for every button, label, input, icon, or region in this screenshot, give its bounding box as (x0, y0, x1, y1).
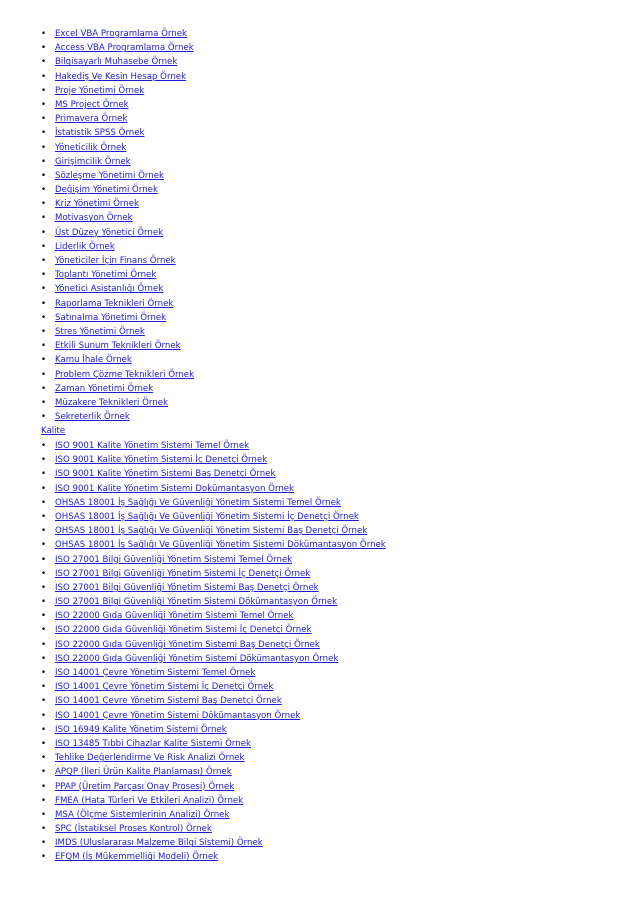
list-item (41, 27, 194, 41)
bullet-icon: • (41, 57, 47, 68)
course-link[interactable]: Yönetici Asistanlığı Örnek (55, 284, 164, 295)
course-link[interactable]: ISO 9001 Kalite Yönetim Sistemi İç Denetçi Örnek (55, 455, 268, 466)
course-link[interactable]: FMEA (Hata Türleri Ve Etkileri Analizi) Örnek (55, 795, 244, 806)
bullet-icon: • (41, 625, 47, 636)
course-link[interactable]: Primavera Örnek (55, 114, 128, 125)
course-link[interactable]: Değişim Yönetimi Örnek (55, 185, 158, 196)
course-link[interactable]: Excel VBA Programlama Örnek (55, 29, 188, 39)
course-link[interactable]: ISO 27001 Bilgi Güvenliği Yönetim Sistemi Temel Örnek (55, 554, 293, 565)
list-item (41, 524, 386, 538)
course-link[interactable]: EFQM (İş Mükemmelliği Modeli) Örnek (55, 852, 219, 863)
bullet-icon: • (41, 540, 47, 551)
course-link[interactable]: Sözleşme Yönetimi Örnek (55, 170, 164, 181)
course-link[interactable]: Satınalma Yönetimi Örnek (55, 312, 167, 323)
bullet-icon: • (41, 114, 47, 125)
list-item (41, 794, 386, 808)
bullet-icon: • (41, 852, 47, 863)
list-item (41, 652, 386, 666)
bullet-icon: • (41, 298, 47, 309)
list-item (41, 623, 386, 637)
list-item (41, 368, 194, 382)
course-link[interactable]: ISO 22000 Gıda Güvenliği Yönetim Sistemi Dökümantasyon Örnek (55, 653, 339, 664)
course-link[interactable]: Kriz Yönetimi Örnek (55, 199, 140, 210)
bullet-icon: • (41, 710, 47, 721)
list-item (41, 765, 386, 779)
list-item (41, 439, 386, 453)
list-item (41, 41, 194, 55)
bullet-icon: • (41, 838, 47, 849)
course-link[interactable]: Tehlike Değerlendirme Ve Risk Analizi Örnek (55, 753, 245, 764)
list-item (41, 680, 386, 694)
list-item (41, 780, 386, 794)
list-item (41, 836, 386, 850)
bullet-icon: • (41, 199, 47, 210)
course-link[interactable]: Problem Çözme Teknikleri Örnek (55, 369, 195, 380)
list-item (41, 581, 386, 595)
course-link[interactable]: Yöneticilik Örnek (55, 142, 127, 153)
list-item (41, 496, 386, 510)
list-item (41, 353, 194, 367)
course-link[interactable]: OHSAS 18001 İş Sağlığı Ve Güvenliği Yönetim Sistemi Baş Denetçi Örnek (55, 526, 368, 537)
bullet-icon: • (41, 809, 47, 820)
bullet-icon: • (41, 43, 47, 54)
list-item (41, 595, 386, 609)
course-link[interactable]: ISO 16949 Kalite Yönetim Sistemi Örnek (55, 724, 227, 735)
course-link[interactable]: Motivasyon Örnek (55, 213, 133, 224)
course-link[interactable]: ISO 14001 Çevre Yönetim Sistemi Baş Denetçi Örnek (55, 696, 282, 707)
course-link[interactable]: SPC (İstatiksel Proses Kontrol) Örnek (55, 824, 212, 835)
course-link[interactable]: Access VBA Programlama Örnek (55, 43, 194, 54)
bullet-icon: • (41, 99, 47, 110)
course-link[interactable]: Toplantı Yönetimi Örnek (55, 270, 157, 281)
list-item (41, 226, 194, 240)
list-item (41, 240, 194, 254)
bullet-icon: • (41, 71, 47, 82)
course-link[interactable]: MSA (Ölçme Sistemlerinin Analizi) Örnek (55, 809, 230, 820)
list-item (41, 98, 194, 112)
bullet-icon: • (41, 511, 47, 522)
bullet-icon: • (41, 156, 47, 167)
bullet-icon: • (41, 355, 47, 366)
list-item (41, 396, 194, 410)
course-link[interactable]: PPAP (Üretim Parçası Onay Prosesi) Örnek (55, 781, 235, 792)
bullet-icon: • (41, 326, 47, 337)
list-item (41, 822, 386, 836)
list-item (41, 709, 386, 723)
course-link[interactable]: ISO 22000 Gıda Güvenliği Yönetim Sistemi İç Denetçi Örnek (55, 625, 312, 636)
bullet-icon: • (41, 738, 47, 749)
bullet-icon: • (41, 383, 47, 394)
course-link[interactable]: OHSAS 18001 İş Sağlığı Ve Güvenliği Yönetim Sistemi Dökümantasyon Örnek (55, 540, 386, 551)
course-link[interactable]: ISO 9001 Kalite Yönetim Sistemi Dokümantasyon Örnek (55, 483, 295, 494)
course-link[interactable]: ISO 14001 Çevre Yönetim Sistemi İç Denetçi Örnek (55, 682, 274, 693)
list-item (41, 70, 194, 84)
course-link[interactable]: Girişimcilik Örnek (55, 156, 131, 167)
course-link[interactable]: Bilgisayarlı Muhasebe Örnek (55, 57, 178, 68)
list-item (41, 808, 386, 822)
bullet-icon: • (41, 213, 47, 224)
list-item (41, 850, 386, 864)
bullet-icon: • (41, 397, 47, 408)
bullet-icon: • (41, 696, 47, 707)
bullet-icon: • (41, 227, 47, 238)
course-link[interactable]: Zaman Yönetimi Örnek (55, 383, 154, 394)
bullet-icon: • (41, 483, 47, 494)
bullet-icon: • (41, 312, 47, 323)
course-link[interactable]: ISO 22000 Gıda Güvenliği Yönetim Sistemi Temel Örnek (55, 611, 294, 622)
bullet-icon: • (41, 682, 47, 693)
list-item (41, 553, 386, 567)
course-link[interactable]: Kamu İhale Örnek (55, 355, 132, 366)
bullet-icon: • (41, 753, 47, 764)
bullet-icon: • (41, 554, 47, 565)
list-item (41, 169, 194, 183)
list-item (41, 538, 386, 552)
course-link[interactable]: ISO 14001 Çevre Yönetim Sistemi Dökümantasyon Örnek (55, 710, 301, 721)
list-item (41, 751, 386, 765)
course-link-list (41, 27, 194, 424)
list-item (41, 638, 386, 652)
list-item (41, 141, 194, 155)
course-link[interactable]: Müzakere Teknikleri Örnek (55, 397, 169, 408)
list-item (41, 482, 386, 496)
list-item (41, 254, 194, 268)
list-item (41, 211, 194, 225)
course-link[interactable]: Stres Yönetimi Örnek (55, 326, 145, 337)
list-item (41, 268, 194, 282)
bullet-icon: • (41, 341, 47, 352)
bullet-icon: • (41, 611, 47, 622)
list-item (41, 183, 194, 197)
bullet-icon: • (41, 441, 47, 451)
course-link[interactable]: ISO 14001 Çevre Yönetim Sistemi Temel Örnek (55, 668, 256, 678)
list-item (41, 155, 194, 169)
bullet-icon: • (41, 795, 47, 806)
bullet-icon: • (41, 369, 47, 380)
list-item (41, 666, 386, 680)
course-link[interactable]: MS Project Örnek (55, 99, 129, 110)
list-item (41, 609, 386, 623)
course-link[interactable]: ISO 9001 Kalite Yönetim Sistemi Baş Denetçi Örnek (55, 469, 276, 480)
bullet-icon: • (41, 412, 47, 423)
bullet-icon: • (41, 284, 47, 295)
bullet-icon: • (41, 582, 47, 593)
list-item (41, 297, 194, 311)
list-item (41, 737, 386, 751)
bullet-icon: • (41, 455, 47, 466)
bullet-icon: • (41, 781, 47, 792)
quality-course-link-list (41, 439, 386, 865)
list-item (41, 84, 194, 98)
bullet-icon: • (41, 185, 47, 196)
list-item (41, 694, 386, 708)
course-link[interactable]: Üst Düzey Yönetici Örnek (55, 227, 164, 238)
list-item (41, 325, 194, 339)
bullet-icon: • (41, 824, 47, 835)
course-link[interactable]: Proje Yönetimi Örnek (55, 85, 145, 96)
list-item (41, 510, 386, 524)
bullet-icon: • (41, 29, 47, 39)
course-link[interactable]: OHSAS 18001 İş Sağlığı Ve Güvenliği Yönetim Sistemi Temel Örnek (55, 497, 341, 508)
course-link[interactable]: ISO 27001 Bilgi Güvenliği Yönetim Sistemi İç Denetçi Örnek (55, 568, 311, 579)
bullet-icon: • (41, 597, 47, 608)
course-link[interactable]: İstatistik SPSS Örnek (55, 128, 145, 139)
bullet-icon: • (41, 270, 47, 281)
list-item (41, 567, 386, 581)
course-link[interactable]: Sekreterlik Örnek (55, 412, 130, 423)
list-item (41, 453, 386, 467)
list-item (41, 339, 194, 353)
section-link-kalite[interactable]: Kalite (41, 426, 66, 436)
course-link[interactable]: OHSAS 18001 İş Sağlığı Ve Güvenliği Yönetim Sistemi İç Denetçi Örnek (55, 511, 359, 522)
bullet-icon: • (41, 256, 47, 266)
course-link[interactable]: ISO 27001 Bilgi Güvenliği Yönetim Sistemi Baş Denetçi Örnek (55, 582, 319, 593)
course-link[interactable]: Liderlik Örnek (55, 241, 115, 252)
bullet-icon: • (41, 170, 47, 181)
list-item (41, 382, 194, 396)
course-link[interactable]: ISO 13485 Tıbbi Cihazlar Kalite Sistemi Örnek (55, 738, 251, 749)
list-item (41, 112, 194, 126)
list-item (41, 197, 194, 211)
list-item (41, 282, 194, 296)
list-item (41, 311, 194, 325)
course-link[interactable]: ISO 9001 Kalite Yönetim Sistemi Temel Örnek (55, 441, 250, 451)
course-link[interactable]: ISO 27001 Bilgi Güvenliği Yönetim Sistemi Dökümantasyon Örnek (55, 597, 338, 608)
bullet-icon: • (41, 568, 47, 579)
bullet-icon: • (41, 128, 47, 139)
course-link[interactable]: APQP (İleri Ürün Kalite Planlaması) Örnek (55, 767, 232, 778)
bullet-icon: • (41, 85, 47, 96)
course-link[interactable]: Hakediş Ve Kesin Hesap Örnek (55, 71, 187, 82)
bullet-icon: • (41, 241, 47, 252)
bullet-icon: • (41, 639, 47, 650)
list-item (41, 126, 194, 140)
bullet-icon: • (41, 653, 47, 664)
bullet-icon: • (41, 668, 47, 678)
bullet-icon: • (41, 469, 47, 480)
course-link[interactable]: Raporlama Teknikleri Örnek (55, 298, 174, 309)
bullet-icon: • (41, 526, 47, 537)
bullet-icon: • (41, 142, 47, 153)
bullet-icon: • (41, 497, 47, 508)
course-link[interactable]: Yöneticiler İçin Finans Örnek (55, 256, 176, 266)
course-link[interactable]: ISO 22000 Gıda Güvenliği Yönetim Sistemi Baş Denetçi Örnek (55, 639, 320, 650)
list-item (41, 723, 386, 737)
bullet-icon: • (41, 767, 47, 778)
course-link[interactable]: Etkili Sunum Teknikleri Örnek (55, 341, 181, 352)
list-item (41, 467, 386, 481)
list-item (41, 55, 194, 69)
list-item (41, 410, 194, 424)
bullet-icon: • (41, 724, 47, 735)
course-link[interactable]: IMDS (Uluslararası Malzeme Bilgi Sistemi) Örnek (55, 838, 263, 849)
